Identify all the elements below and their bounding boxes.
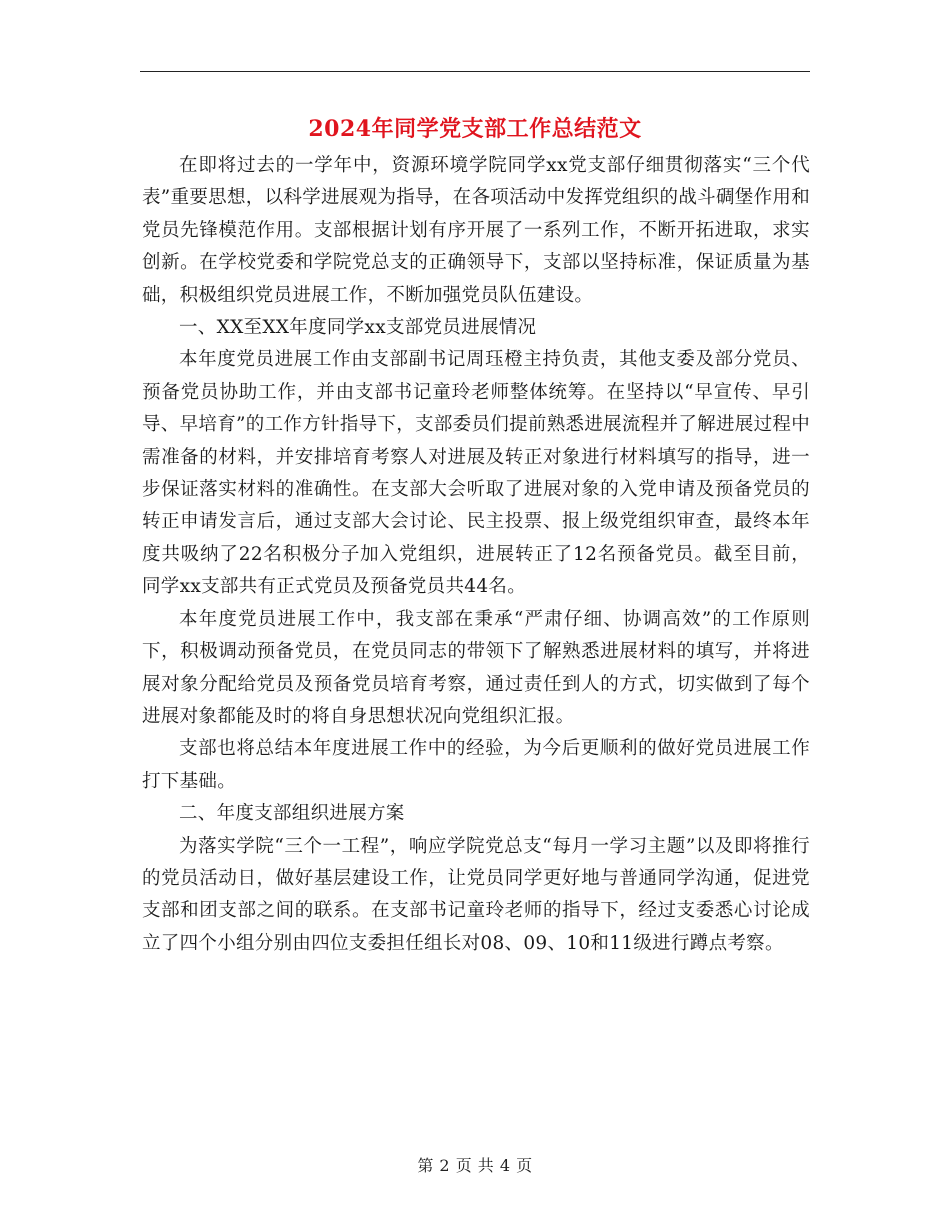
document-body: [142, 150, 810, 960]
page-number: 第 2 页 共 4 页: [417, 1156, 533, 1175]
document-title: 2024年同学党支部工作总结范文: [308, 116, 642, 142]
header-rule: [140, 71, 810, 72]
paragraph-summary: 支部也将总结本年度进展工作中的经验，为今后更顺利的做好党员进展工作打下基础。: [142, 738, 810, 792]
paragraph-development-details: 本年度党员进展工作由支部副书记周珏橙主持负责，其他支委及部分党员、预备党员协助工作，并由支部书记童玲老师整体统筹。在坚持以“早宣传、早引导、早培育”的工作方针指导下，支部委员们提前熟悉进展流程并了解进展过程中需准备的材料，并安排培育考察人对进展及转正对象进行材料填写的指导，进一步保证落实材料的准确性。在支部大会听取了进展对象的入党申请及预备党员的转正申请发言后，通过支部大会讨论、民主投票、报上级党组织审查，最终本年度共吸纳了22名积极分子加入党组织，进展转正了12名预备党员。截至目前，同学xx支部共有正式党员及预备党员共44名。: [142, 349, 810, 598]
paragraph-intro: 在即将过去的一学年中，资源环境学院同学xx党支部仔细贯彻落实“三个代表”重要思想，以科学进展观为指导，在各项活动中发挥党组织的战斗碉堡作用和党员先锋模范作用。支部根据计划有序开展了一系列工作，不断开拓进取，求实创新。在学校党委和学院党总支的正确领导下，支部以坚持标准，保证质量为基础，积极组织党员进展工作，不断加强党员队伍建设。: [142, 155, 810, 306]
section-heading-1: 一、XX至XX年度同学xx支部党员进展情况: [179, 317, 537, 339]
paragraph-plan: 为落实学院“三个一工程”，响应学院党总支“每月一学习主题”以及即将推行的党员活动日，做好基层建设工作，让党员同学更好地与普通同学沟通，促进党支部和团支部之间的联系。在支部书记童玲老师的指导下，经过支委悉心讨论成立了四个小组分别由四位支委担任组长对08、09、10和11级进行蹲点考察。: [142, 835, 810, 954]
section-heading-2: 二、年度支部组织进展方案: [179, 803, 405, 825]
paragraph-work-principles: 本年度党员进展工作中，我支部在秉承“严肃仔细、协调高效”的工作原则下，积极调动预备党员，在党员同志的带领下了解熟悉进展材料的填写，并将进展对象分配给党员及预备党员培育考察，通过责任到人的方式，切实做到了每个进展对象都能及时的将自身思想状况向党组织汇报。: [142, 608, 810, 727]
